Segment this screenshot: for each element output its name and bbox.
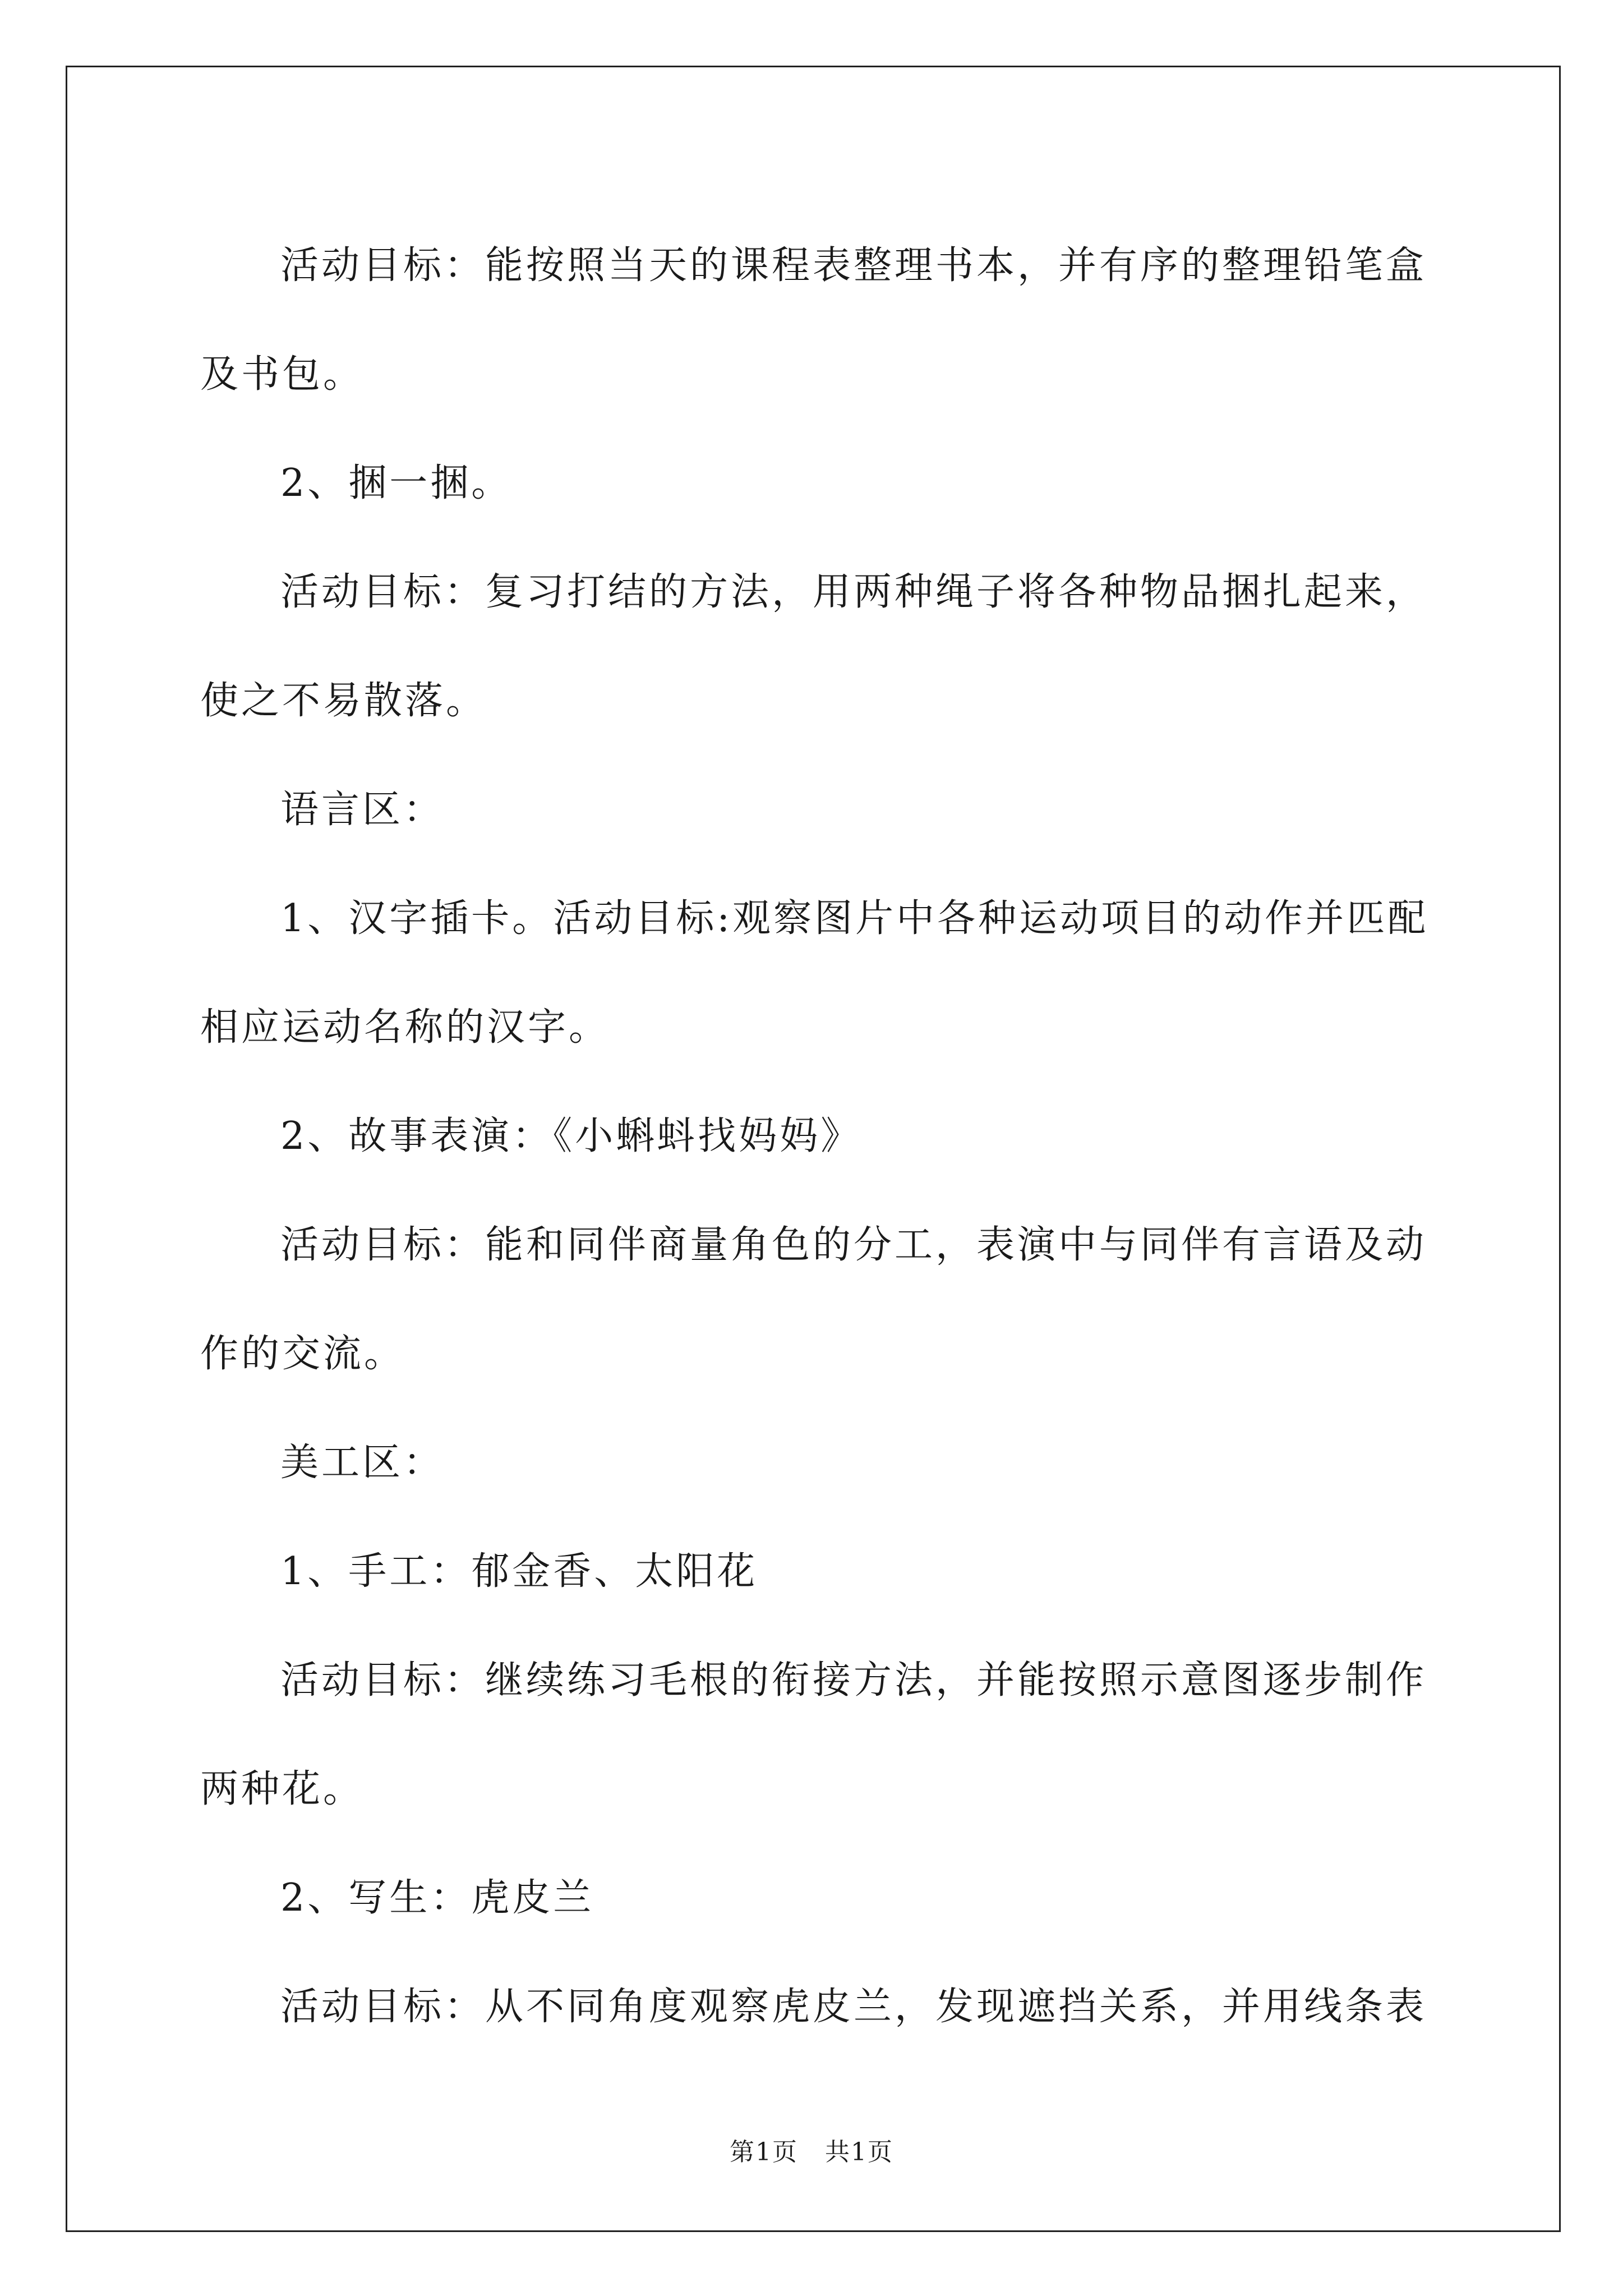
paragraph-10 [200,1626,1434,1844]
paragraph-3 [200,538,1434,756]
section-heading-language [200,756,1434,864]
paragraph-5 [200,864,1434,1082]
line: 活动目标：能按照当天的课程表整理书本，并有序的整理铅笔盒 [280,243,1427,288]
line: 相应运动名称的汉字。 [200,1005,610,1050]
paragraph-11 [200,1844,1434,1953]
line: 使之不易散落。 [200,679,487,723]
page-number-current: 第1页 [730,2138,798,2166]
paragraph-2 [200,429,1434,538]
line: 2、捆一捆。 [280,461,513,505]
line: 语言区： [280,788,445,832]
paragraph-9 [200,1517,1434,1626]
paragraph-7 [200,1191,1434,1409]
line: 活动目标：能和同伴商量角色的分工，表演中与同伴有言语及动 [280,1223,1427,1267]
paragraph-12 [200,1953,1434,2062]
line: 2、写生：虎皮兰 [280,1876,594,1920]
line: 美工区： [280,1441,445,1485]
paragraph-6 [200,1082,1434,1191]
line: 及书包。 [200,352,365,397]
document-body [200,211,1434,2062]
line: 作的交流。 [200,1332,405,1376]
line: 1、汉字插卡。活动目标:观察图片中各种运动项目的动作并匹配 [280,896,1429,941]
line: 活动目标：继续练习毛根的衔接方法，并能按照示意图逐步制作 [280,1658,1427,1703]
page-footer [0,2132,1623,2168]
line: 活动目标：复习打结的方法，用两种绳子将各种物品捆扎起来， [280,570,1427,614]
section-heading-art [200,1409,1434,1517]
line: 2、故事表演：《小蝌蚪找妈妈》 [280,1114,862,1158]
paragraph-1 [200,211,1434,429]
line: 活动目标：从不同角度观察虎皮兰，发现遮挡关系，并用线条表 [280,1985,1427,2029]
page-number-total: 共1页 [825,2138,893,2166]
line: 1、手工：郁金香、太阳花 [280,1549,758,1594]
line: 两种花。 [200,1767,365,1811]
